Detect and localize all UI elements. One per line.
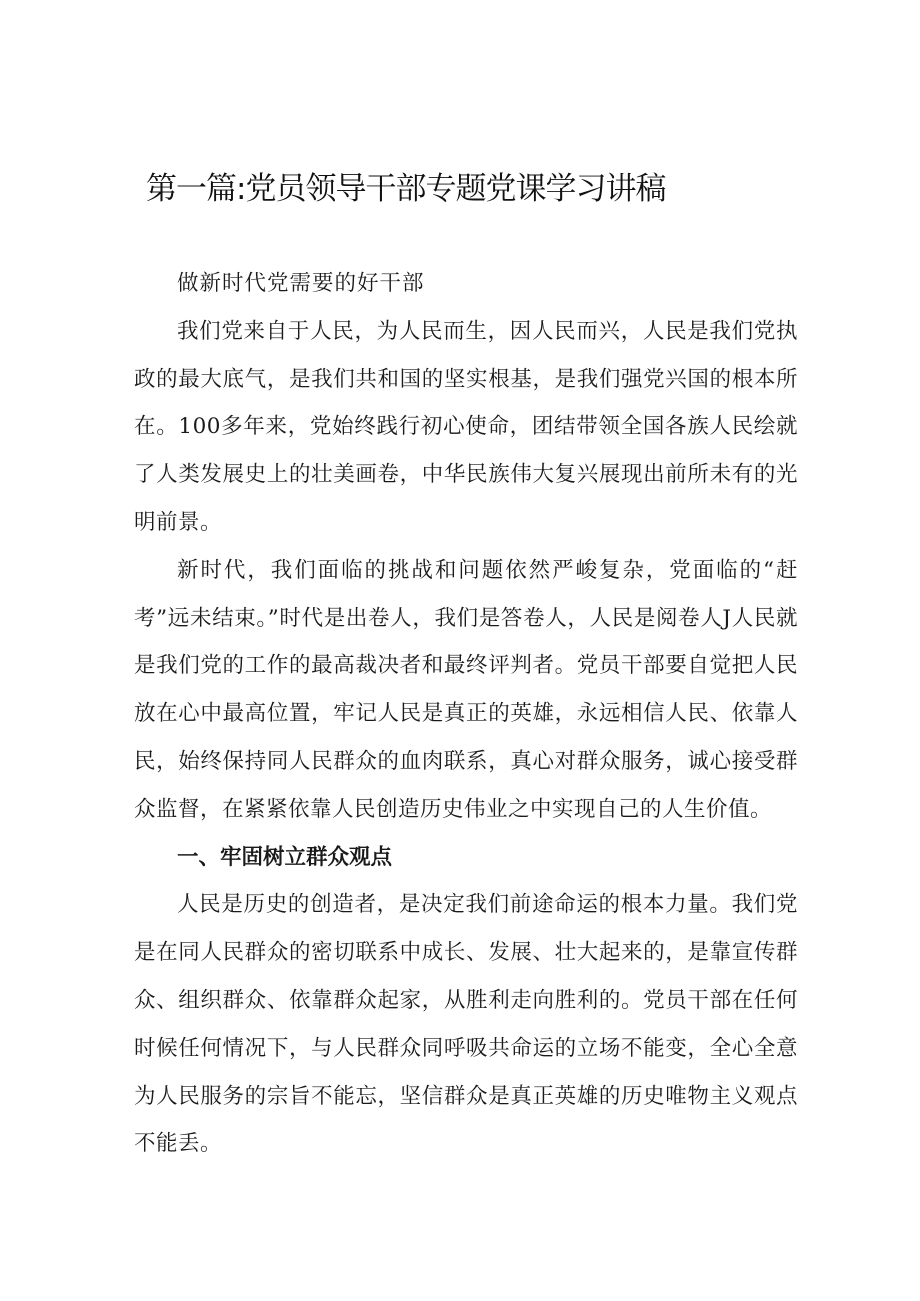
body-paragraph: 人民是历史的创造者，是决定我们前途命运的根本力量。我们党是在同人民群众的密切联系中成长、发展、壮大起来的，是靠宣传群众、组织群众、依靠群众起家，从胜利走向胜利的。党员干部在任何时候任何情况下，与人民群众同呼吸共命运的立场不能变，全心全意为人民服务的宗旨不能忘，坚信群众是真正英雄的历史唯物主义观点不能丢。 (134, 892, 798, 1157)
section-heading: 一、牢固树立群众观点 (177, 844, 393, 870)
document-subtitle: 做新时代党需要的好干部 (177, 271, 425, 296)
document-title: 第一篇:党员领导干部专题党课学习讲稿 (146, 171, 666, 207)
document-body (134, 260, 798, 1168)
body-paragraph: 我们党来自于人民，为人民而生，因人民而兴，人民是我们党执政的最大底气，是我们共和国的坚实根基，是我们强党兴国的根本所在。100多年来，党始终践行初心使命，团结带领全国各族人民绘就了人类发展史上的壮美画卷，中华民族伟大复兴展现出前所未有的光明前景。 (134, 318, 798, 535)
body-paragraph: 新时代，我们面临的挑战和问题依然严峻复杂，党面临的“赶考”远未结束。”时代是出卷人，我们是答卷人，人民是阅卷人J人民就是我们党的工作的最高裁决者和最终评判者。党员干部要自觉把人民放在心中最高位置，牢记人民是真正的英雄，永远相信人民、依靠人民，始终保持同人民群众的血肉联系，真心对群众服务，诚心接受群众监督，在紧紧依靠人民创造历史伟业之中实现自己的人生价值。 (134, 557, 798, 822)
